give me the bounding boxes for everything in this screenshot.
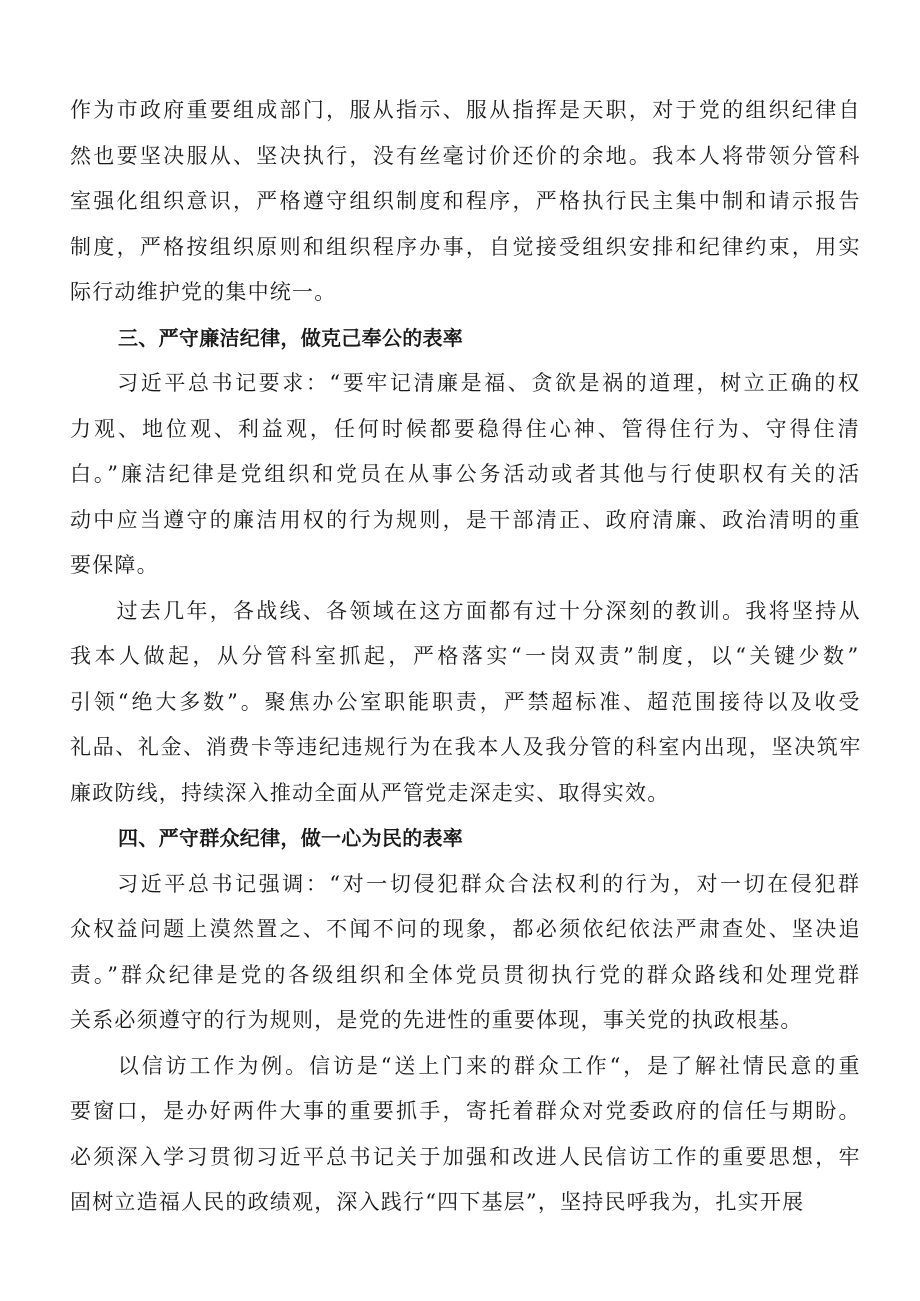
text-line: 习近平总书记要求：“要牢记清廉是福、贪欲是祸的道理，树立正确的权 <box>70 371 862 395</box>
paragraph <box>70 1044 870 1226</box>
text-line: 作为市政府重要组成部门，服从指示、服从指挥是天职，对于党的组织纪律自 <box>70 98 862 122</box>
section-heading: 三、严守廉洁纪律，做克己奉公的表率 <box>118 325 464 350</box>
text-line: 众权益问题上漠然置之、不闻不问的现象，都必须依纪依法严肃查处、坚决追 <box>70 917 862 941</box>
paragraph <box>70 88 870 316</box>
text-line: 关系必须遵守的行为规则，是党的先进性的重要体现，事关党的执政根基。 <box>70 1008 803 1032</box>
text-line: 必须深入学习贯彻习近平总书记关于加强和改进人民信访工作的重要思想，牢 <box>70 1144 862 1169</box>
paragraph <box>70 862 870 1044</box>
text-line: 过去几年，各战线、各领域在这方面都有过十分深刻的教训。我将坚持从 <box>70 598 862 623</box>
text-line: 际行动维护党的集中统一。 <box>70 280 337 304</box>
text-line: 要窗口，是办好两件大事的重要抓手，寄托着群众对党委政府的信任与期盼。 <box>70 1099 862 1123</box>
text-line: 动中应当遵守的廉洁用权的行为规则，是干部清正、政府清廉、政治清明的重 <box>70 507 862 532</box>
text-line: 制度，严格按组织原则和组织程序办事，自觉接受组织安排和纪律约束，用实 <box>70 234 862 259</box>
text-line: 我本人做起，从分管科室抓起，严格落实“一岗双责”制度，以“关键少数” <box>70 644 862 668</box>
text-line: 室强化组织意识，严格遵守组织制度和程序，严格执行民主集中制和请示报告 <box>70 189 862 213</box>
text-line: 力观、地位观、利益观，任何时候都要稳得住心神、管得住行为、守得住清 <box>70 416 862 441</box>
text-line: 固树立造福人民的政绩观，深入践行“四下基层”，坚持民呼我为，扎实开展 <box>70 1190 805 1214</box>
text-line: 然也要坚决服从、坚决执行，没有丝毫讨价还价的余地。我本人将带领分管科 <box>70 143 862 168</box>
section-heading: 四、严守群众纪律，做一心为民的表率 <box>118 826 464 850</box>
text-line: 以信访工作为例。信访是“送上门来的群众工作“，是了解社情民意的重 <box>70 1053 863 1078</box>
document-page <box>70 88 870 1226</box>
text-line: 白。”廉洁纪律是党组织和党员在从事公务活动或者其他与行使职权有关的活 <box>70 462 863 486</box>
paragraph <box>70 589 870 817</box>
text-line: 责。”群众纪律是党的各级组织和全体党员贯彻执行党的群众路线和处理党群 <box>70 962 863 987</box>
text-line: 廉政防线，持续深入推动全面从严管党走深走实、取得实效。 <box>70 780 670 805</box>
text-line: 引领“绝大多数”。聚焦办公室职能职责，严禁超标准、超范围接待以及收受 <box>70 689 863 714</box>
text-line: 习近平总书记强调：“对一切侵犯群众合法权利的行为，对一切在侵犯群 <box>70 871 862 896</box>
text-line: 礼品、礼金、消费卡等违纪违规行为在我本人及我分管的科室内出现，坚决筑牢 <box>70 735 862 759</box>
text-line: 要保障。 <box>70 553 159 577</box>
paragraph <box>70 361 870 589</box>
